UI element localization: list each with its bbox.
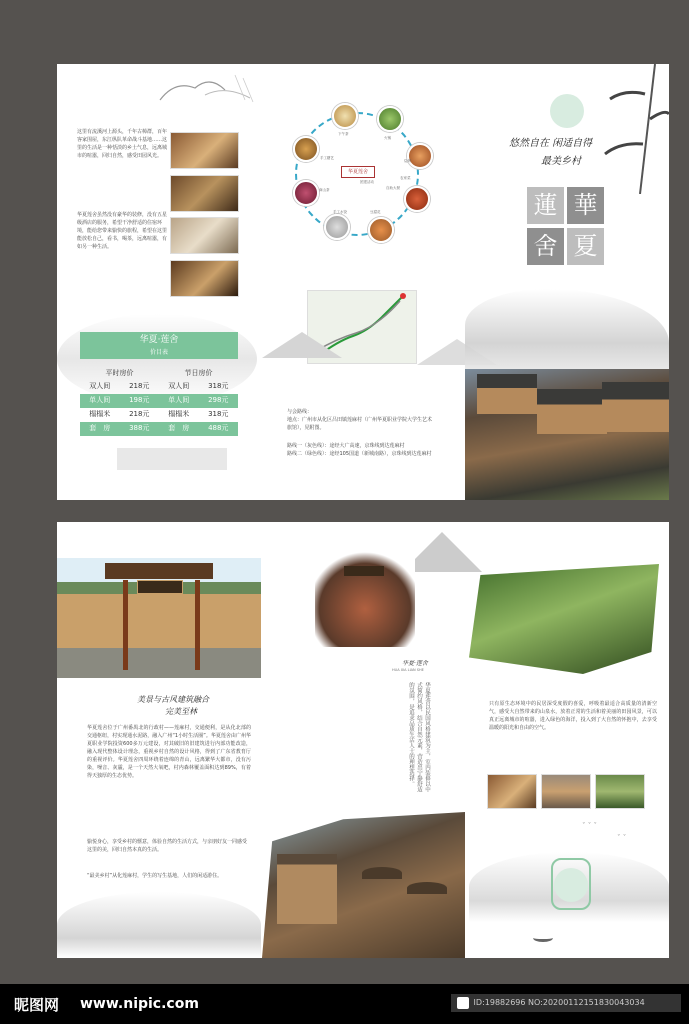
village-house [602, 382, 669, 432]
table-row [80, 394, 238, 408]
intro-text-2: 华夏莲舍虽然没有豪华的装修，没有五星级酒店的服务，希望干净舒适的住宿环境，能给您带来愉快的旅程，希望在这里能放松自己，看书，喝茶，远离喧嚣，有如另一种生活。 [77, 212, 167, 250]
price-cell: 388元 [129, 424, 150, 432]
table-row [80, 422, 238, 436]
price-subtitle: 价目表 [149, 349, 168, 356]
ring-center-text: 华夏莲舍 [347, 169, 368, 175]
bird-icon: ˇ ˇ ˇ [582, 822, 597, 830]
ink-mountain [262, 332, 342, 358]
price-cell: 218元 [129, 410, 150, 418]
food-node-7 [293, 180, 319, 206]
site-logo: 昵图网 [14, 996, 60, 1014]
pavilion [277, 854, 337, 924]
gate-sign-small [344, 566, 384, 576]
price-header [80, 332, 238, 359]
ring-label: 商山茶 [319, 188, 330, 192]
ink-landscape [57, 892, 261, 958]
room-photo-1 [170, 132, 239, 169]
slogan-1: 悠然自在 闲适自得 [509, 138, 593, 149]
price-table [80, 367, 238, 436]
route-title: 与会路线： [287, 409, 313, 415]
price-cell: 198元 [129, 396, 150, 404]
food-node-4 [404, 186, 430, 212]
left-title-1: 美景与古风建筑融合 [137, 695, 209, 704]
ring-label: 自助大餐 [386, 186, 400, 190]
table-row [80, 408, 238, 422]
ring-center-label [341, 166, 375, 178]
food-node-2 [377, 106, 403, 132]
food-node-8 [293, 136, 319, 162]
price-cell: 218元 [129, 382, 150, 390]
thumb-photo-3 [595, 774, 645, 809]
gate-pillar-right [195, 580, 200, 670]
food-node-1 [332, 103, 358, 129]
table-row [80, 380, 238, 394]
entrance-photo [57, 558, 261, 678]
umbrella-2 [407, 882, 447, 894]
ring-label: 手工糖艺 [320, 156, 334, 160]
gate-pillar-left [123, 580, 128, 670]
village-house [477, 374, 537, 414]
brand-char-xia: 夏 [567, 228, 604, 265]
price-table-header [80, 367, 238, 380]
intro-text: 这里有流溪河上源头，千年古樟群，百年客家围屋，东江纵队革命战斗基地……这里的生活是一种恬淡的乡土气息，远离城市的喧嚣，回归自然，感受田园风光。 [77, 129, 167, 159]
left-title-2: 完美至林 [165, 707, 197, 716]
brand-char-lian: 蓮 [527, 187, 564, 224]
price-cell: 双人间 [168, 382, 190, 390]
left-body-text: 华夏莲舍位于广州番禺北的行政村——莲麻村，交通便利，是从化北部的交通枢纽，村实现通水泥路，融入广州“1小时生活圈”。华夏莲舍由广州华夏职业学院投资600多万元建设，对其破旧的旧建筑进行内部功能改造，融入现代整体设计理念，重视乡村自然的设计风格，得到了广东省教育厅的重视评价。华夏莲舍四周环绕着连绵的青山，远离繁华大都市，没有污染，噪音、灰霾，是一个天然大氧吧，村内森林覆盖面积达到89%，有着得天独厚的生态优势。 [87, 725, 251, 779]
bird-icon: ˇ ˇ [617, 834, 627, 842]
route-line-1: 路线一（灰色线）：途经大广高速，京珠线到达莲麻村 [287, 443, 405, 449]
village-house [537, 389, 607, 434]
price-cell: 榻榻米 [89, 410, 111, 418]
price-title: 华夏·莲舍 [139, 335, 179, 345]
garden-photo [469, 564, 659, 674]
thumb-photo-2 [541, 774, 591, 809]
ink-bird-decoration [155, 70, 265, 110]
sun-circle [550, 94, 584, 128]
slogan-2: 最美乡村 [541, 156, 581, 167]
route-line-2: 路线二（绿色线）：途经105国道（新城南路），京珠线到达莲麻村 [287, 451, 432, 457]
site-url[interactable]: www.nipic.com [80, 996, 199, 1012]
room-photo-4 [170, 260, 239, 297]
food-node-6 [324, 214, 350, 240]
boat-icon [533, 934, 553, 942]
seal-circle [554, 868, 588, 902]
price-header-holiday: 节日房价 [184, 369, 213, 377]
brochure-inside [57, 522, 669, 958]
price-cell: 双人间 [89, 382, 111, 390]
left-body-text-2: 愉悦身心，享受乡村的惬意，体验自然的生活方式，与亲朋好友一同感受这里的美，回归自然本真的生活。 [87, 839, 248, 853]
ring-label: 团建活动 [360, 180, 374, 184]
price-cell: 单人间 [168, 396, 190, 404]
image-id-badge [451, 994, 681, 1012]
price-header-normal: 平时房价 [105, 369, 134, 377]
ring-label: 手工水饺 [333, 210, 347, 214]
right-body-text: 只有原生态环境中的民居深受度假的喜爱，呼吸着最适合高质量的清新空气，感受大自然带来的山泉水，放着正常的生活和着美丽的田园风景，可以真正远离城市的喧嚣，进入绿色的海洋，投入到了大自然的怀抱中，去享受温暖的阳光和自由的空气。 [489, 701, 657, 731]
price-cell: 488元 [208, 424, 229, 432]
ring-label: 农家菜 [400, 176, 411, 180]
price-cell: 318元 [208, 382, 229, 390]
price-cell: 单人间 [89, 396, 111, 404]
price-cell: 318元 [208, 410, 229, 418]
room-photo-2 [170, 175, 239, 212]
ring-label: 烧烤 [404, 159, 411, 163]
price-cell: 298元 [208, 396, 229, 404]
sign-sub: HUA XIA LIAN SHE [392, 668, 424, 672]
id-icon [457, 997, 469, 1009]
gate-sign [137, 580, 183, 594]
brochure-outside [57, 64, 669, 500]
image-id-text: ID:19882696 NO:20200112151830043034 [473, 998, 645, 1007]
route-address: 地点：广州市从化区吕田镇莲麻村（广州华夏职业学院大学生艺术旅馆），见附图。 [287, 417, 433, 431]
price-cell: 套 房 [168, 424, 190, 432]
sign-text: 华夏·莲舍 [402, 660, 428, 667]
thumb-photo-1 [487, 774, 537, 809]
price-cell: 榻榻米 [168, 410, 190, 418]
mist-mountains [465, 289, 669, 379]
bamboo-decoration [595, 64, 669, 194]
brand-char-she: 舍 [527, 228, 564, 265]
ring-label: 下午茶 [338, 132, 349, 136]
gate-roof [105, 563, 213, 579]
umbrella-1 [362, 867, 402, 879]
left-body-text-3: “最美乡村”从化莲麻村，学生的写生基地，人们的闲适游住。 [87, 873, 223, 879]
qr-placeholder [117, 448, 227, 470]
price-cell: 套 房 [89, 424, 111, 432]
vertical-text: 华夏莲舍以民国风格建筑为主，室内装修以中式简约风格，结合自然元素，营造出宁静舒适的氛围，是追求品质生活人士的理想选择。 [408, 682, 430, 792]
brand-char-hua: 華 [567, 187, 604, 224]
ring-label: 豆腐花 [370, 210, 381, 214]
room-photo-3 [170, 217, 239, 254]
ring-label: 火锅 [384, 136, 391, 140]
food-node-3 [407, 143, 433, 169]
food-node-5 [368, 217, 394, 243]
